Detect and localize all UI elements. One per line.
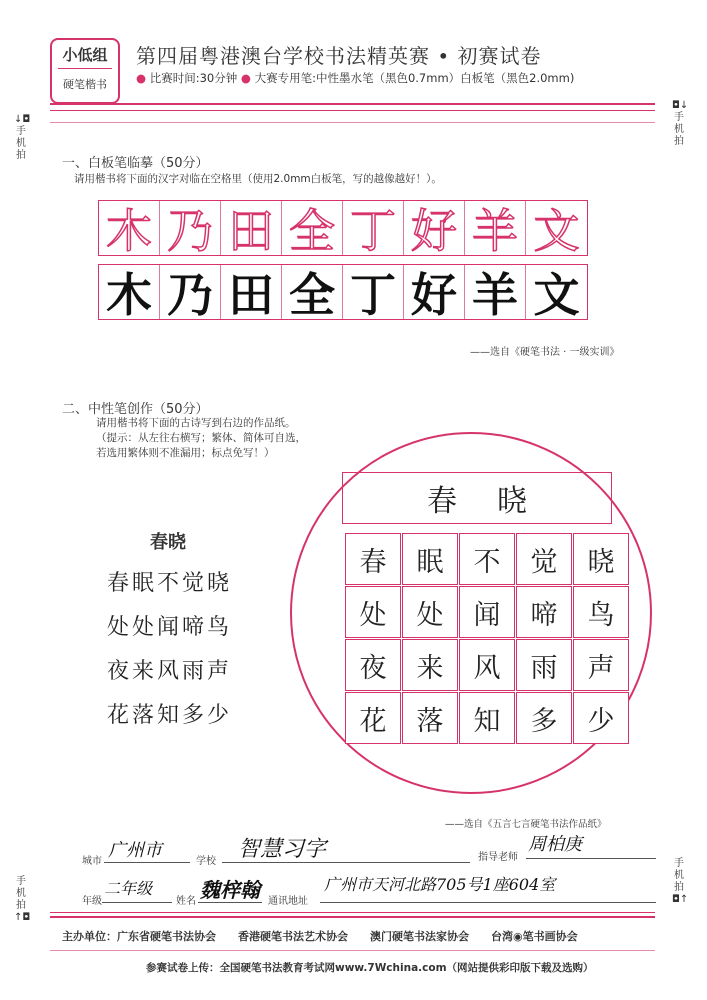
grade-label: 年级: [82, 896, 102, 907]
trace-cell[interactable]: [99, 201, 160, 258]
work-cell[interactable]: 夜: [345, 639, 401, 691]
camera-marker-top-left: [14, 114, 31, 162]
work-cell[interactable]: 少: [573, 692, 629, 744]
grade-value[interactable]: 二年级: [104, 879, 153, 898]
model-cell: [160, 265, 221, 322]
city-value[interactable]: 广州市: [108, 840, 162, 861]
model-character: 田: [228, 268, 274, 322]
model-cell: [343, 265, 404, 322]
model-character: 文: [533, 268, 580, 322]
section1-source: ——选自《硬笔书法 · 一级实训》: [470, 347, 620, 358]
camera-marker-top-right: [672, 100, 689, 148]
badge-group: 小低组: [62, 46, 108, 64]
poem-line: 夜来风雨声: [107, 659, 233, 684]
work-cell[interactable]: 风: [459, 639, 515, 691]
page-title: 第四届粤港澳台学校书法精英赛 • 初赛试卷: [136, 44, 542, 68]
camera-icon: ↑◘: [14, 912, 31, 923]
outline-character: 田: [228, 204, 274, 258]
address-label: 通讯地址: [268, 896, 308, 907]
work-cell[interactable]: 处: [345, 586, 401, 638]
teacher-value[interactable]: 周柏庚: [528, 834, 582, 855]
model-cell: [526, 265, 587, 322]
work-cell[interactable]: 啼: [516, 586, 572, 638]
work-cell[interactable]: 晓: [573, 533, 629, 585]
section2-instruction: [96, 416, 306, 461]
work-cell[interactable]: 知: [459, 692, 515, 744]
trace-cell[interactable]: [404, 201, 465, 258]
header-rule: [50, 122, 655, 123]
instruction-line: 若选用繁体则不准漏用；标点免写！）: [96, 447, 275, 459]
work-cell[interactable]: 来: [402, 639, 458, 691]
instruction-line: 请用楷书将下面的古诗写到右边的作品纸。: [96, 417, 296, 429]
camera-icon: ◘↓: [672, 100, 689, 111]
model-cell: [404, 265, 465, 322]
model-character: 好: [411, 268, 457, 322]
model-cell: [221, 265, 282, 322]
model-character: 全: [289, 268, 335, 322]
city-underline: [104, 862, 190, 863]
poem-line: 处处闻啼鸟: [107, 615, 233, 640]
section1-instruction: 请用楷书将下面的汉字对临在空格里（使用2.0mm白板笔，写的越像越好！）。: [74, 173, 442, 185]
school-underline: [222, 862, 470, 863]
work-title-box: [342, 472, 612, 524]
footer-rule: [50, 950, 655, 951]
work-grid: [345, 533, 629, 744]
badge-category: 硬笔楷书: [63, 78, 107, 91]
header-rule: [50, 103, 655, 105]
upload-note[interactable]: 参赛试卷上传：全国硬笔书法教育考试网www.7Wchina.com（网站提供彩印版下载及选购）: [146, 962, 594, 974]
section1-heading: 一、白板笔临摹（50分）: [62, 156, 209, 171]
camera-marker-text: 手机拍: [674, 112, 684, 147]
camera-icon: ◘↑: [672, 894, 689, 905]
badge-divider: [58, 68, 112, 69]
work-cell[interactable]: 眠: [402, 533, 458, 585]
instruction-line: （提示：从左往右横写；繁体、简体可自选，: [96, 432, 306, 444]
grade-underline: [102, 902, 172, 903]
address-underline: [320, 902, 656, 903]
header-rule: [50, 110, 655, 111]
outline-character: 羊: [472, 204, 518, 258]
work-cell[interactable]: 多: [516, 692, 572, 744]
bullet-icon: ●: [136, 71, 147, 85]
work-cell[interactable]: 声: [573, 639, 629, 691]
page-subtitle: [136, 70, 574, 86]
work-title: 春晓: [427, 484, 567, 519]
work-cell[interactable]: 不: [459, 533, 515, 585]
camera-marker-bottom-right: [672, 858, 689, 906]
trace-cell[interactable]: [343, 201, 404, 258]
subtitle-pens: 大赛专用笔:中性墨水笔（黑色0.7mm）白板笔（黑色2.0mm): [254, 71, 575, 85]
model-row: [98, 264, 588, 320]
work-cell[interactable]: 鸟: [573, 586, 629, 638]
trace-row: [98, 200, 588, 256]
section2-source: ——选自《五言七言硬笔书法作品纸》: [445, 819, 607, 830]
address-value[interactable]: 广州市天河北路705号1座604室: [324, 875, 556, 894]
group-badge: [50, 38, 120, 104]
subtitle-time: 比赛时间:30分钟: [149, 71, 238, 85]
teacher-underline: [526, 858, 656, 859]
teacher-label: 指导老师: [478, 852, 518, 863]
section2-heading: 二、中性笔创作（50分）: [62, 402, 209, 417]
trace-cell[interactable]: [526, 201, 587, 258]
camera-marker-text: 手机拍: [16, 126, 26, 161]
school-label: 学校: [196, 856, 216, 867]
name-underline: [198, 902, 262, 903]
work-cell[interactable]: 雨: [516, 639, 572, 691]
poem-title: 春晓: [150, 532, 186, 553]
poem-line: 花落知多少: [107, 703, 233, 728]
outline-character: 乃: [167, 204, 213, 258]
trace-cell[interactable]: [465, 201, 526, 258]
model-character: 木: [106, 268, 152, 322]
trace-cell[interactable]: [160, 201, 221, 258]
work-cell[interactable]: 春: [345, 533, 401, 585]
outline-character: 丁: [350, 204, 396, 258]
camera-marker-bottom-left: [14, 876, 31, 924]
footer-rule: [50, 916, 655, 918]
work-cell[interactable]: 花: [345, 692, 401, 744]
name-value[interactable]: 魏梓翰: [200, 878, 260, 902]
camera-marker-text: 手机拍: [16, 876, 26, 911]
model-cell: [282, 265, 343, 322]
model-character: 丁: [350, 268, 396, 322]
city-label: 城市: [82, 856, 102, 867]
poem-line: 春眠不觉晓: [107, 571, 233, 596]
bullet-icon: ●: [240, 71, 251, 85]
footer-rule: [50, 912, 655, 913]
trace-cell[interactable]: [221, 201, 282, 258]
organizers: 主办单位：广东省硬笔书法协会 香港硬笔书法艺术协会 澳门硬笔书法家协会 台湾◉笔书画协会: [62, 930, 578, 943]
name-label: 姓名: [176, 896, 196, 907]
work-cell[interactable]: 处: [402, 586, 458, 638]
outline-character: 文: [533, 204, 580, 258]
model-character: 乃: [167, 268, 213, 322]
work-cell[interactable]: 落: [402, 692, 458, 744]
camera-icon: ↓◘: [14, 114, 31, 125]
trace-cell[interactable]: [282, 201, 343, 258]
school-value[interactable]: 智慧习字: [238, 837, 327, 862]
outline-character: 好: [411, 204, 457, 258]
outline-character: 全: [289, 204, 335, 258]
model-cell: [99, 265, 160, 322]
work-cell[interactable]: 觉: [516, 533, 572, 585]
camera-marker-text: 手机拍: [674, 858, 684, 893]
outline-character: 木: [106, 204, 152, 258]
model-character: 羊: [472, 268, 518, 322]
work-cell[interactable]: 闻: [459, 586, 515, 638]
model-cell: [465, 265, 526, 322]
